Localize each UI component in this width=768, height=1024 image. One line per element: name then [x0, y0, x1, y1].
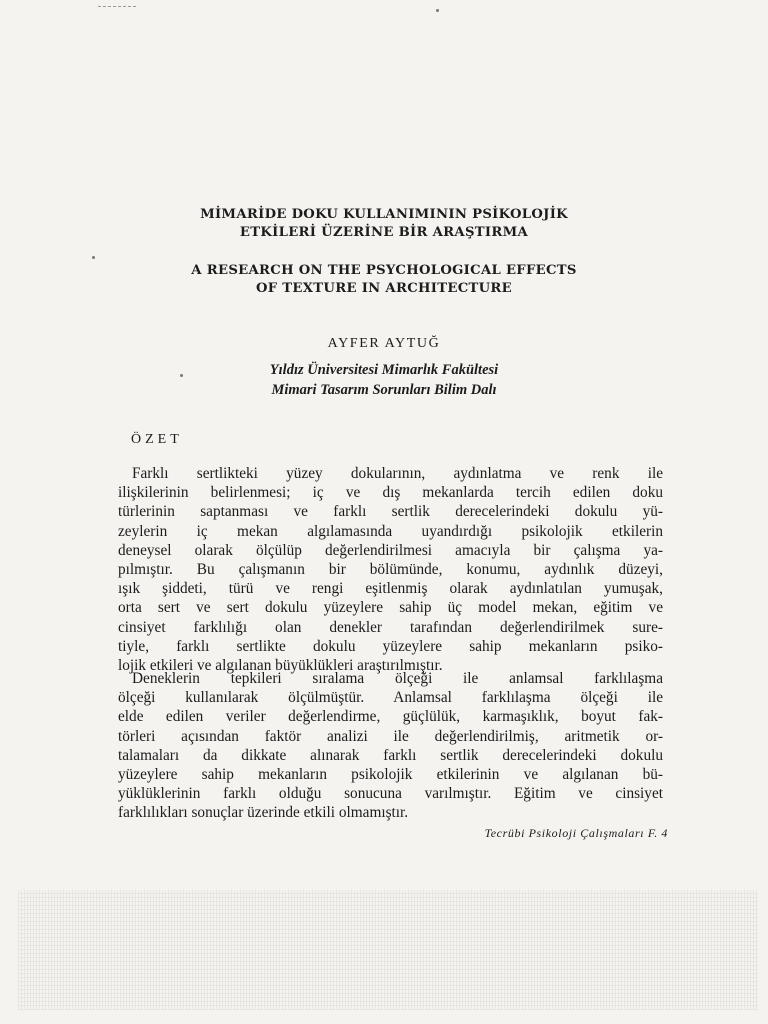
paragraph-line: yüklüklerinin farklı olduğu sonucuna varılmıştır. Eğitim ve cinsiyet — [118, 785, 663, 803]
paragraph-line: pılmıştır. Bu çalışmanın bir bölümünde, konumu, aydınlık düzeyi, — [118, 561, 663, 579]
paragraph-line: tiyle, farklı sertlikte dokulu yüzeylere sahip mekanların psiko- — [118, 637, 663, 655]
author-name: AYFER AYTUĞ — [327, 336, 441, 351]
affiliation-line: Mimari Tasarım Sorunları Bilim Dalı — [271, 382, 497, 398]
affiliation-line: Yıldız Üniversitesi Mimarlık Fakültesi — [269, 362, 499, 378]
paragraph-line: ışık şiddeti, türü ve rengi eşitlenmiş olarak aydınlatılan yumuşak, — [118, 580, 663, 598]
paragraph-line: türlerinin saptanması ve farklı sertlik derecelerindeki dokulu yü- — [118, 503, 663, 521]
title-line: OF TEXTURE IN ARCHITECTURE — [255, 281, 513, 296]
title-english — [0, 262, 768, 298]
scan-mark — [98, 6, 136, 8]
journal-footer: Tecrübi Psikoloji Çalışmaları F. 4 — [484, 826, 668, 840]
scan-speck — [92, 256, 95, 259]
paragraph-line: elde edilen veriler değerlendirme, güçlülük, karmaşıklık, boyut fak- — [118, 708, 663, 726]
title-line: MİMARİDE DOKU KULLANIMININ PSİKOLOJİK — [200, 207, 568, 222]
paragraph-line: ölçeği kullanılarak ölçülmüştür. Anlamsal farklılaşma ölçeği ile — [118, 689, 663, 707]
paragraph-line: talamaları da dikkate alınarak farklı sertlik derecelerindeki dokulu — [118, 746, 663, 764]
paragraph-line: ilişkilerinin belirlenmesi; iç ve dış mekanlarda tercih edilen doku — [118, 484, 663, 502]
paragraph-line: lojik etkileri ve algılanan büyüklükleri araştırılmıştır. — [118, 657, 443, 675]
paragraph-line: cinsiyet farklılığı olan denekler tarafından değerlendirilmek sure- — [118, 618, 663, 636]
abstract-paragraph-2 — [118, 669, 663, 823]
paragraph-line: Farklı sertlikteki yüzey dokularının, aydınlatma ve renk ile — [132, 465, 663, 482]
paragraph-line: farklılıkları sonuçlar üzerinde etkili olmamıştır. — [118, 804, 409, 822]
paragraph-line: Deneklerin tepkileri sıralama ölçeği ile anlamsal farklılaşma — [132, 670, 663, 687]
paragraph-line: orta sert ve sert dokulu yüzeylere sahip üç model mekan, eğitim ve — [118, 599, 663, 617]
scan-speck — [436, 9, 439, 12]
paragraph-line: zeylerin iç mekan algılamasında uyandırdığı psikolojik etkilerin — [118, 522, 663, 540]
paragraph-line: yüzeylere sahip mekanların psikolojik etkilerinin ve algılanan bü- — [118, 766, 663, 784]
paragraph-line: törleri açısından faktör analizi ile değerlendirilmiş, aritmetik or- — [118, 727, 663, 745]
abstract-paragraph-1 — [118, 464, 663, 675]
title-line: ETKİLERİ ÜZERİNE BİR ARAŞTIRMA — [239, 225, 529, 240]
section-heading-ozet: ÖZET — [131, 432, 183, 447]
title-line: A RESEARCH ON THE PSYCHOLOGICAL EFFECTS — [191, 263, 577, 278]
author-affiliation — [0, 360, 768, 400]
scan-noise — [18, 890, 758, 1010]
paragraph-line: deneysel olarak ölçülüp değerlendirilmesi amacıyla bir çalışma ya- — [118, 541, 663, 559]
title-turkish — [0, 206, 768, 242]
